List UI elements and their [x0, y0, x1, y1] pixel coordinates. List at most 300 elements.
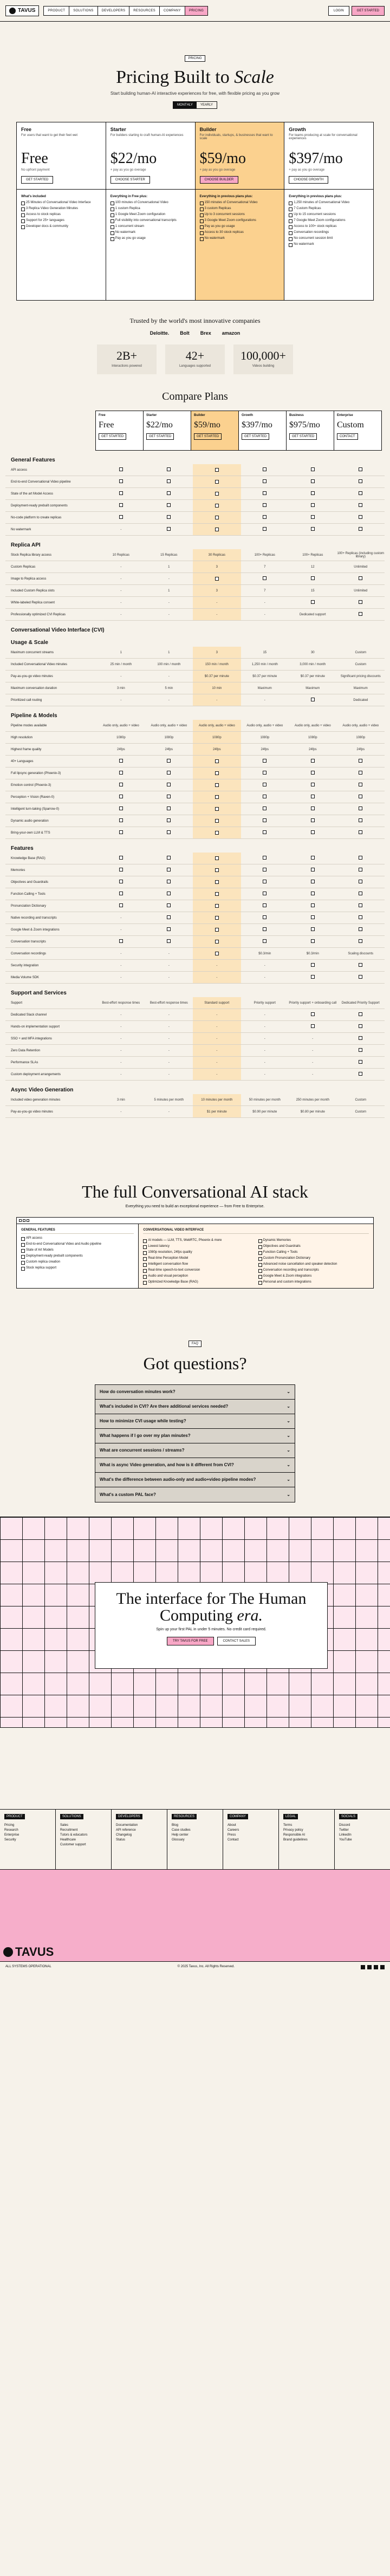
feature-cell	[145, 651, 193, 654]
stack-feature: Stock replica support	[21, 1266, 134, 1270]
table-row	[5, 791, 385, 803]
feature-value: 10 Replicas	[112, 553, 130, 557]
feature-label: Native recording and transcripts	[11, 916, 57, 920]
check-icon	[263, 818, 266, 822]
footer-col-developers	[112, 1810, 167, 1869]
plan-feature: Up to 3 concurrent sessions	[200, 213, 280, 216]
feature-value: -	[120, 1072, 122, 1076]
general-features-col: GENERAL FEATURES API access End-to-end Conversational Video and Audio pipeline State of Art Models Deployment-ready prebuilt components Custom replica creation Stock replica support	[17, 1224, 139, 1288]
stat-card: 100,000+ Videos building	[233, 344, 293, 374]
table-row	[5, 827, 385, 839]
feature-cell	[241, 1110, 289, 1114]
feature-cell	[289, 687, 336, 690]
feature-value: Best-effort response times	[150, 1001, 188, 1005]
contact-sales-button[interactable]: CONTACT SALES	[217, 1637, 256, 1645]
plan-feature: 1 custom Replica	[110, 207, 191, 210]
feature-value: Significant pricing discounts	[340, 674, 381, 678]
check-icon	[263, 467, 266, 471]
faq-item[interactable]	[95, 1429, 295, 1443]
feature-cell	[241, 1013, 289, 1017]
check-icon	[311, 1024, 315, 1028]
feature-value: -	[120, 613, 122, 616]
footer-link[interactable]: Tutors & educators	[60, 1833, 88, 1837]
table-row	[5, 744, 385, 756]
feature-value: 30 Replicas	[208, 553, 225, 557]
billing-toggle[interactable]	[173, 101, 217, 109]
check-icon	[167, 759, 171, 763]
feature-cell	[289, 1061, 336, 1064]
check-icon	[311, 806, 315, 810]
feature-cell	[241, 503, 289, 508]
check-icon	[263, 830, 266, 834]
feature-value: 12	[310, 565, 315, 569]
plan-price: Free	[21, 150, 48, 167]
footer-link[interactable]: Blog	[172, 1823, 179, 1827]
feature-value: -	[216, 964, 218, 967]
feature-cell	[97, 601, 145, 604]
feature-value: 24fps	[261, 747, 269, 751]
footer-link[interactable]: Case studies	[172, 1828, 191, 1832]
feature-cell	[97, 818, 145, 823]
feature-cell	[145, 795, 193, 799]
chevron-down-icon: ⌄	[287, 1477, 290, 1482]
check-icon	[359, 830, 362, 834]
linkedin-icon[interactable]	[374, 1965, 378, 1969]
twitter-icon[interactable]	[367, 1965, 372, 1969]
table-row	[5, 585, 385, 597]
plan-feature: 7 Custom Replicas	[289, 207, 369, 210]
faq-question: How to minimize CVI usage while testing?	[100, 1419, 186, 1424]
feature-cell	[337, 1072, 385, 1077]
stack-feature: Dynamic Memories	[258, 1239, 369, 1242]
check-icon	[263, 576, 266, 580]
check-icon	[215, 480, 219, 484]
check-icon	[359, 576, 362, 580]
feature-cell	[289, 880, 336, 884]
feature-cell	[97, 1001, 145, 1005]
feature-value: -	[264, 613, 265, 616]
plan-feature: Access to stock replicas	[21, 213, 101, 216]
feature-cell	[193, 960, 240, 971]
feature-cell	[241, 1037, 289, 1040]
compare-plan-button[interactable]: GET STARTED	[146, 433, 174, 440]
faq-item[interactable]	[95, 1473, 295, 1487]
footer-col-socials	[335, 1810, 390, 1869]
footer-logo[interactable]: TAVUS	[3, 1945, 54, 1959]
feature-cell	[193, 512, 240, 523]
check-icon	[167, 903, 171, 907]
footer-bottom	[0, 1962, 390, 1973]
table-row	[5, 561, 385, 573]
footer-link[interactable]: Changelog	[116, 1833, 132, 1837]
feature-cell	[289, 1001, 336, 1005]
feature-cell	[241, 1049, 289, 1052]
pricing-tag: PRICING	[185, 55, 205, 62]
plan-feature: Support for 25+ languages	[21, 219, 101, 222]
customer-logo: Bolt	[180, 330, 190, 336]
footer-link[interactable]: Responsible AI	[283, 1833, 306, 1837]
feature-cell	[145, 892, 193, 896]
nav-item-pricing[interactable]: PRICING	[185, 6, 207, 15]
feature-cell	[241, 783, 289, 788]
feature-value: -	[120, 1110, 122, 1114]
check-icon	[359, 795, 362, 798]
feature-value: 24fps	[356, 747, 365, 751]
check-icon	[359, 771, 362, 775]
table-row	[5, 960, 385, 972]
check-icon	[263, 939, 266, 943]
chevron-down-icon: ⌄	[287, 1492, 290, 1497]
feature-cell	[289, 1098, 336, 1102]
try-free-button[interactable]: TRY TAVUS FOR FREE	[167, 1637, 213, 1645]
feature-cell	[97, 928, 145, 932]
footer-link[interactable]: Help center	[172, 1833, 188, 1837]
feature-value: -	[264, 1072, 265, 1076]
check-icon	[311, 479, 315, 483]
feature-cell	[193, 694, 240, 706]
feature-value: 3	[216, 565, 218, 569]
check-icon	[359, 612, 362, 616]
feature-cell	[145, 1037, 193, 1040]
footer-brand-band	[0, 1870, 390, 1962]
nav-item-resources[interactable]: RESOURCES	[129, 6, 160, 15]
check-icon	[359, 868, 362, 871]
feature-cell	[145, 976, 193, 979]
feature-value: 3	[216, 650, 218, 654]
footer-link[interactable]: Privacy policy	[283, 1828, 303, 1832]
feature-value: -	[216, 1049, 218, 1052]
faq-question: What's the difference between audio-only and audio+video pipeline modes?	[100, 1477, 256, 1482]
logo[interactable]: TAVUS	[5, 5, 39, 16]
feature-cell	[97, 663, 145, 666]
feature-cell	[145, 554, 193, 557]
plan-cta-button[interactable]: CHOOSE STARTER	[110, 176, 150, 184]
feature-cell	[337, 1060, 385, 1065]
feature-value: -	[120, 565, 122, 569]
feature-label: Knowledge Base (RAG)	[11, 856, 46, 860]
feature-value: 3 min	[117, 686, 125, 690]
footer-link[interactable]: Glossary	[172, 1838, 185, 1842]
check-icon	[311, 830, 315, 834]
feature-cell	[337, 1098, 385, 1102]
feature-cell	[289, 1024, 336, 1029]
check-icon	[167, 856, 171, 860]
compare-plan-button[interactable]: GET STARTED	[242, 433, 269, 440]
footer-link[interactable]: Brand guidelines	[283, 1838, 308, 1842]
plan-price: $397/mo	[289, 150, 343, 167]
feature-cell	[193, 488, 240, 499]
feature-value: Custom	[355, 1110, 367, 1114]
compare-plan-button[interactable]: CONTACT	[337, 433, 358, 440]
check-icon	[215, 831, 219, 835]
nav-item-developers[interactable]: DEVELOPERS	[98, 6, 130, 15]
feature-cell	[241, 927, 289, 932]
feature-value: -	[120, 1013, 122, 1017]
footer-link[interactable]: About	[227, 1823, 236, 1827]
footer-col-solutions	[56, 1810, 112, 1869]
feature-cell	[241, 527, 289, 532]
signup-button[interactable]: GET STARTED	[352, 6, 385, 16]
status-text: ALL SYSTEMS OPERATIONAL	[5, 1964, 51, 1968]
footer-link[interactable]: Enterprise	[4, 1833, 20, 1837]
feature-cell	[97, 939, 145, 944]
plan-feature: Pay as you go usage	[110, 237, 191, 240]
faq-item[interactable]	[95, 1385, 295, 1400]
feature-cell	[97, 1073, 145, 1076]
feature-cell	[337, 830, 385, 835]
footer-link[interactable]: Status	[116, 1838, 126, 1842]
plan-includes-heading: Everything in Free plus:	[110, 195, 148, 198]
feature-value: -	[120, 1049, 122, 1052]
feature-cell	[337, 818, 385, 823]
table-row	[5, 936, 385, 948]
feature-cell	[193, 1021, 240, 1032]
feature-cell	[241, 939, 289, 944]
nav-item-solutions[interactable]: SOLUTIONS	[69, 6, 98, 15]
check-icon	[215, 468, 219, 472]
feature-cell	[241, 663, 289, 666]
footer-link[interactable]: Security	[4, 1838, 16, 1842]
footer-link[interactable]: Press	[227, 1833, 236, 1837]
feature-value: 50 minutes per month	[249, 1098, 281, 1102]
table-row	[5, 815, 385, 827]
footer-link[interactable]: Twitter	[339, 1828, 349, 1832]
feature-cell	[193, 815, 240, 827]
check-icon	[359, 1048, 362, 1052]
compare-plan-button[interactable]: GET STARTED	[289, 433, 317, 440]
feature-cell	[97, 479, 145, 484]
check-icon	[215, 528, 219, 531]
footer-link[interactable]: Discord	[339, 1823, 350, 1827]
feature-value: -	[168, 1013, 170, 1017]
check-icon	[263, 795, 266, 798]
footer-link[interactable]: Healthcare	[60, 1838, 76, 1842]
feature-label: White-labeled Replica consent	[11, 601, 55, 604]
footer-col-heading: PRODUCT	[4, 1814, 25, 1819]
check-icon	[311, 491, 315, 495]
check-icon	[119, 880, 123, 883]
feature-label: Performance SLAs	[11, 1061, 38, 1064]
check-icon	[359, 600, 362, 604]
check-icon	[263, 771, 266, 775]
feature-value: -	[120, 577, 122, 581]
feature-label: Intelligent turn-taking (Sparrow-0)	[11, 807, 60, 811]
feature-cell	[337, 1024, 385, 1029]
feature-cell	[97, 868, 145, 873]
feature-cell	[193, 1069, 240, 1080]
table-row	[5, 647, 385, 659]
plan-card-free	[17, 122, 106, 300]
feature-cell	[97, 577, 145, 581]
feature-cell	[289, 1073, 336, 1076]
faq-item[interactable]	[95, 1458, 295, 1473]
feature-value: -	[168, 1110, 170, 1114]
compare-section-title: Features	[11, 845, 34, 851]
nav-item-product[interactable]: PRODUCT	[44, 6, 69, 15]
plan-cta-button[interactable]: GET STARTED	[21, 176, 53, 184]
plan-cta-button[interactable]: CHOOSE GROWTH	[289, 176, 328, 184]
feature-label: Highest frame quality	[11, 747, 42, 751]
table-row	[5, 1009, 385, 1021]
feature-cell	[337, 795, 385, 799]
feature-cell	[193, 732, 240, 743]
footer-col-resources	[167, 1810, 223, 1869]
feature-label: Hands-on implementation support	[11, 1025, 60, 1029]
check-icon	[119, 771, 123, 775]
feature-cell	[97, 856, 145, 861]
feature-label: No watermark	[11, 528, 31, 531]
faq-item[interactable]	[95, 1400, 295, 1414]
plan-feature: Conversation recordings	[289, 231, 369, 234]
feature-cell	[241, 806, 289, 811]
check-icon	[119, 515, 123, 519]
compare-plan-price: Free	[99, 420, 114, 430]
footer-link[interactable]: Terms	[283, 1823, 292, 1827]
discord-icon[interactable]	[361, 1965, 365, 1969]
feature-cell	[241, 771, 289, 776]
check-icon	[359, 806, 362, 810]
feature-cell	[145, 1001, 193, 1005]
footer-link[interactable]: Recruitment	[60, 1828, 78, 1832]
feature-cell	[337, 963, 385, 968]
footer-link[interactable]: Careers	[227, 1828, 239, 1832]
table-row	[5, 876, 385, 888]
check-icon	[119, 939, 123, 943]
footer-link[interactable]: Contact	[227, 1838, 239, 1842]
check-icon	[263, 479, 266, 483]
footer-col-heading: SOLUTIONS	[60, 1814, 83, 1819]
feature-value: -	[168, 964, 170, 967]
feature-cell	[289, 515, 336, 520]
customer-logo: Deloitte.	[150, 330, 170, 336]
footer-link[interactable]: LinkedIn	[339, 1833, 352, 1837]
feature-value: $0.37 per minute	[204, 674, 229, 678]
footer-link[interactable]: Research	[4, 1828, 18, 1832]
feature-cell	[289, 675, 336, 678]
feature-cell	[193, 900, 240, 912]
feature-cell	[337, 565, 385, 569]
feature-value: 100+ Replicas	[254, 553, 275, 557]
footer-link[interactable]: API reference	[116, 1828, 136, 1832]
toggle-monthly[interactable]: MONTHLY	[173, 102, 197, 108]
feature-cell	[289, 975, 336, 980]
stat-card: 2B+ Interactions powered	[97, 344, 157, 374]
feature-cell	[193, 997, 240, 1009]
faq-item[interactable]	[95, 1487, 295, 1502]
feature-cell	[289, 589, 336, 593]
plan-price: $22/mo	[110, 150, 157, 167]
table-row	[5, 609, 385, 621]
stack-feature: Custom replica creation	[21, 1260, 134, 1264]
feature-cell	[193, 573, 240, 584]
feature-value: 1	[120, 650, 122, 654]
feature-value: -	[216, 1013, 218, 1017]
feature-label: Emotion control (Phoenix-3)	[11, 783, 51, 787]
feature-cell	[145, 724, 193, 727]
feature-cell	[241, 952, 289, 955]
compare-plan-button[interactable]: GET STARTED	[194, 433, 222, 440]
check-icon	[359, 783, 362, 786]
feature-value: $0.80 per minute	[300, 1110, 325, 1114]
feature-cell	[241, 736, 289, 739]
feature-cell	[289, 724, 336, 727]
feature-cell	[337, 651, 385, 654]
table-row	[5, 512, 385, 524]
table-row	[5, 1106, 385, 1118]
faq-item[interactable]	[95, 1443, 295, 1458]
check-icon	[311, 915, 315, 919]
feature-value: -	[168, 613, 170, 616]
feature-cell	[241, 868, 289, 873]
feature-cell	[337, 759, 385, 764]
table-row	[5, 1094, 385, 1106]
table-row	[5, 912, 385, 924]
feature-value: 7	[264, 589, 266, 593]
feature-cell	[193, 853, 240, 864]
nav-item-company[interactable]: COMPANY	[160, 6, 185, 15]
footer-link[interactable]: YouTube	[339, 1838, 352, 1842]
footer-link[interactable]: Sales	[60, 1823, 69, 1827]
check-icon	[215, 892, 219, 896]
plan-price-note: + pay as you go overage	[289, 168, 325, 172]
faq-item[interactable]	[95, 1414, 295, 1429]
feature-cell	[145, 527, 193, 532]
feature-value: 7	[264, 565, 266, 569]
feature-cell	[97, 1025, 145, 1029]
plan-cta-button[interactable]: CHOOSE BUILDER	[200, 176, 239, 184]
faq-question: What is async Video generation, and how is it different from CVI?	[100, 1462, 234, 1468]
footer-link[interactable]: Pricing	[4, 1823, 15, 1827]
check-icon	[167, 915, 171, 919]
feature-cell	[289, 491, 336, 496]
footer-link[interactable]: Customer support	[60, 1843, 86, 1846]
feature-cell	[145, 1098, 193, 1102]
feature-value: 100+ Replicas	[302, 553, 323, 557]
plan-name: Growth	[289, 127, 306, 132]
footer-link[interactable]: Documentation	[116, 1823, 138, 1827]
feature-cell	[193, 561, 240, 573]
feature-label: Pipeline modes available	[11, 724, 47, 727]
plan-description: For teams producing at scale for conversational experiences	[289, 134, 358, 140]
feature-cell	[145, 503, 193, 508]
check-icon	[359, 939, 362, 943]
feature-cell	[145, 868, 193, 873]
toggle-yearly[interactable]: YEARLY	[200, 103, 213, 107]
feature-value: 3	[216, 589, 218, 593]
feature-cell	[145, 939, 193, 944]
check-icon	[215, 928, 219, 932]
youtube-icon[interactable]	[380, 1965, 385, 1969]
feature-cell	[97, 736, 145, 739]
feature-cell	[193, 682, 240, 694]
feature-value: -	[216, 1072, 218, 1076]
check-icon	[167, 795, 171, 798]
plan-card-builder	[196, 122, 285, 300]
feature-value: -	[120, 601, 122, 604]
footer-col-product	[0, 1810, 56, 1869]
login-button[interactable]: LOGIN	[328, 6, 349, 16]
top-nav	[0, 0, 390, 22]
feature-cell	[97, 554, 145, 557]
plan-card-starter	[106, 122, 196, 300]
faq-list	[95, 1384, 295, 1502]
faq-title: Got questions?	[143, 1353, 247, 1373]
feature-cell	[337, 699, 385, 702]
faq-question: What are concurrent sessions / streams?	[100, 1448, 185, 1453]
compare-plan-button[interactable]: GET STARTED	[99, 433, 126, 440]
feature-cell	[193, 671, 240, 682]
check-icon	[215, 492, 219, 496]
